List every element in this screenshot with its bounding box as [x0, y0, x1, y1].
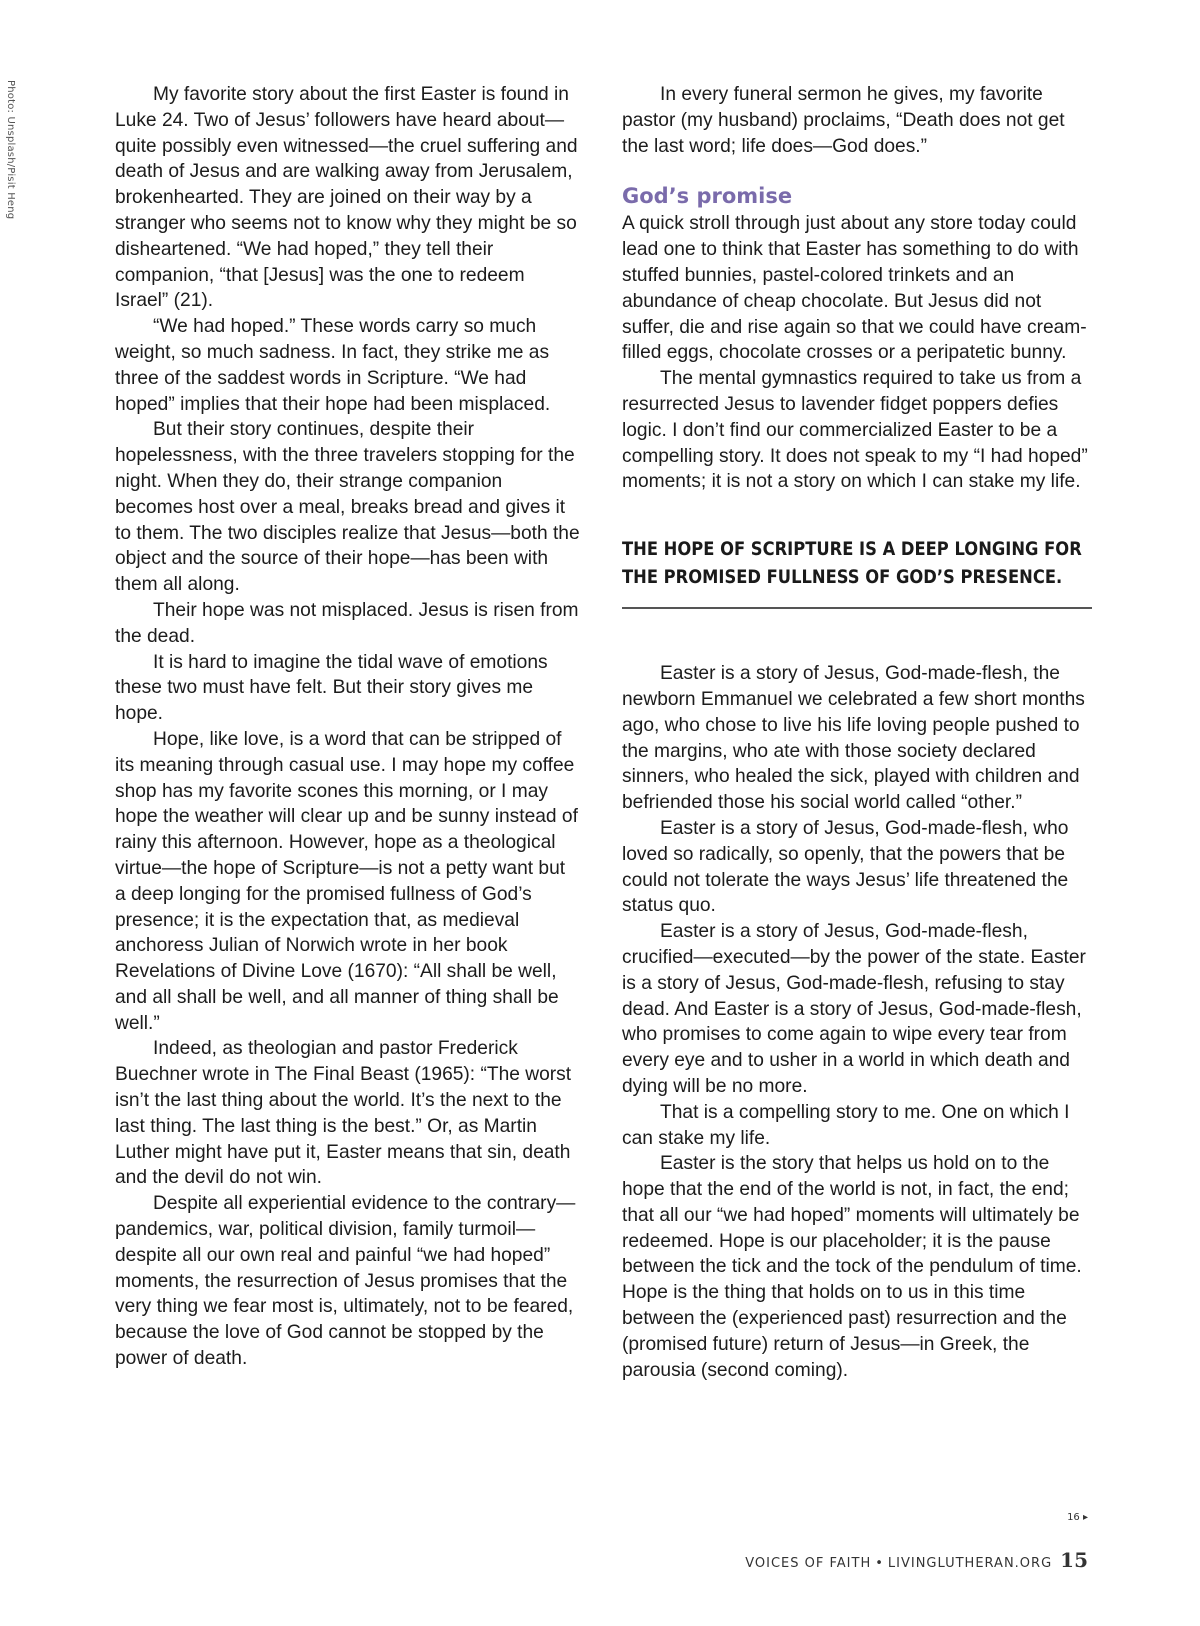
paragraph: But their story continues, despite their hopelessness, with the three travelers stopping for the night. When they do, their strange companion becomes host over a meal, breaks bread and gives it to them. The two disciples realize that Jesus—both the object and the source of their hope—has been with them all along. [115, 419, 580, 596]
paragraph: Hope, like love, is a word that can be stripped of its meaning through casual use. I may hope my coffee shop has my favorite scones this morning, or I may hope the weather will clear up and be sunny instead of rainy this afternoon. However, hope as a theological virtue—the hope of Scripture—is not a petty want but a deep longing for the promised fullness of God’s presence; it is the expectation that, as medieval anchoress Julian of Norwich wrote in her book Revelations of Divine Love (1670): “All shall be well, and all shall be well, and all manner of thing shall be well.” [115, 728, 578, 1034]
paragraph: Despite all experiential evidence to the contrary—pandemics, war, political division, family turmoil—despite all our own real and painful “we had hoped” moments, the resurrection of Jesus promises that the very thing we fear most is, ultimately, not to be feared, because the love of God cannot be stopped by the power of death. [115, 1193, 576, 1370]
paragraph: My favorite story about the first Easter is found in Luke 24. Two of Jesus’ followers have heard about—quite possibly even witnessed—the cruel suffering and death of Jesus and are walking away from Jerusalem, brokenhearted. They are joined on their way by a stranger who seems not to know why they might be so disheartened. “We had hoped,” they tell their companion, “that [Jesus] was the one to redeem Israel” (21). [115, 84, 578, 312]
footer-separator: • [875, 1556, 884, 1571]
paragraph: Their hope was not misplaced. Jesus is risen from the dead. [115, 599, 579, 647]
right-column [622, 82, 1092, 1383]
paragraph: That is a compelling story to me. One on which I can stake my life. [622, 1101, 1070, 1149]
paragraph: “We had hoped.” These words carry so much weight, so much sadness. In fact, they strike me as three of the saddest words in Scripture. “We had hoped” implies that their hope had been misplaced. [115, 316, 551, 415]
footer-section: VOICES OF FAITH [745, 1556, 872, 1571]
paragraph: Easter is a story of Jesus, God-made-flesh, crucified—executed—by the power of the state. Easter is a story of Jesus, God-made-flesh, refusing to stay dead. And Easter is a story of Jesus, God-made-flesh, who promises to come again to wipe every tear from every eye and to usher in a world in which death and dying will be no more. [622, 921, 1086, 1097]
footer-site: LIVINGLUTHERAN.ORG [887, 1556, 1053, 1571]
page-footer [745, 1548, 1088, 1572]
paragraph: In every funeral sermon he gives, my favorite pastor (my husband) proclaims, “Death does not get the last word; life does—God does.” [622, 84, 1065, 157]
paragraph: Easter is the story that helps us hold on to the hope that the end of the world is not, in fact, the end; that all our “we had hoped” moments will ultimately be redeemed. Hope is our placeholder; it is the pause between the tick and the tock of the pendulum of time. Hope is the thing that holds on to us in this time between the (experienced past) resurrection and the (promised future) return of Jesus—in Greek, the parousia (second coming). [622, 1153, 1082, 1381]
paragraph: It is hard to imagine the tidal wave of emotions these two must have felt. But their story gives me hope. [115, 651, 548, 725]
pull-quote-rule [622, 607, 1092, 609]
pull-quote: THE HOPE OF SCRIPTURE IS A DEEP LONGING FOR THE PROMISED FULLNESS OF GOD’S PRESENCE. [622, 538, 1082, 589]
paragraph: A quick stroll through just about any store today could lead one to think that Easter has something to do with stuffed bunnies, pastel-colored trinkets and an abundance of cheap chocolate. But Jesus did not suffer, die and rise again so that we could have cream-filled eggs, chocolate crosses or a peripatetic bunny. [622, 213, 1087, 364]
paragraph: The mental gymnastics required to take us from a resurrected Jesus to lavender fidget poppers defies logic. I don’t find our commercialized Easter to be a compelling story. It does not speak to my “I had hoped” moments; it is not a story on which I can stake my life. [622, 368, 1088, 493]
left-column [115, 82, 580, 1372]
paragraph: Easter is a story of Jesus, God-made-flesh, who loved so radically, so openly, that the powers that be could not tolerate the ways Jesus’ life threatened the status quo. [622, 817, 1069, 917]
paragraph: Easter is a story of Jesus, God-made-flesh, the newborn Emmanuel we celebrated a few short months ago, who chose to live his life loving people pushed to the margins, who ate with those society declared sinners, who healed the sick, played with children and befriended those his social world called “other.” [622, 663, 1085, 814]
paragraph: Indeed, as theologian and pastor Frederick Buechner wrote in The Final Beast (1965): “The worst isn’t the last thing about the world. It’s the next to the last thing. The last thing is the best.” Or, as Martin Luther might have put it, Easter means that sin, death and the devil do not win. [115, 1038, 572, 1189]
photo-credit: Photo: Unsplash/Pisit Heng [5, 80, 16, 220]
continued-marker: 16 ▸ [1067, 1512, 1088, 1523]
section-heading: God’s promise [622, 184, 793, 209]
page-number: 15 [1060, 1548, 1088, 1572]
